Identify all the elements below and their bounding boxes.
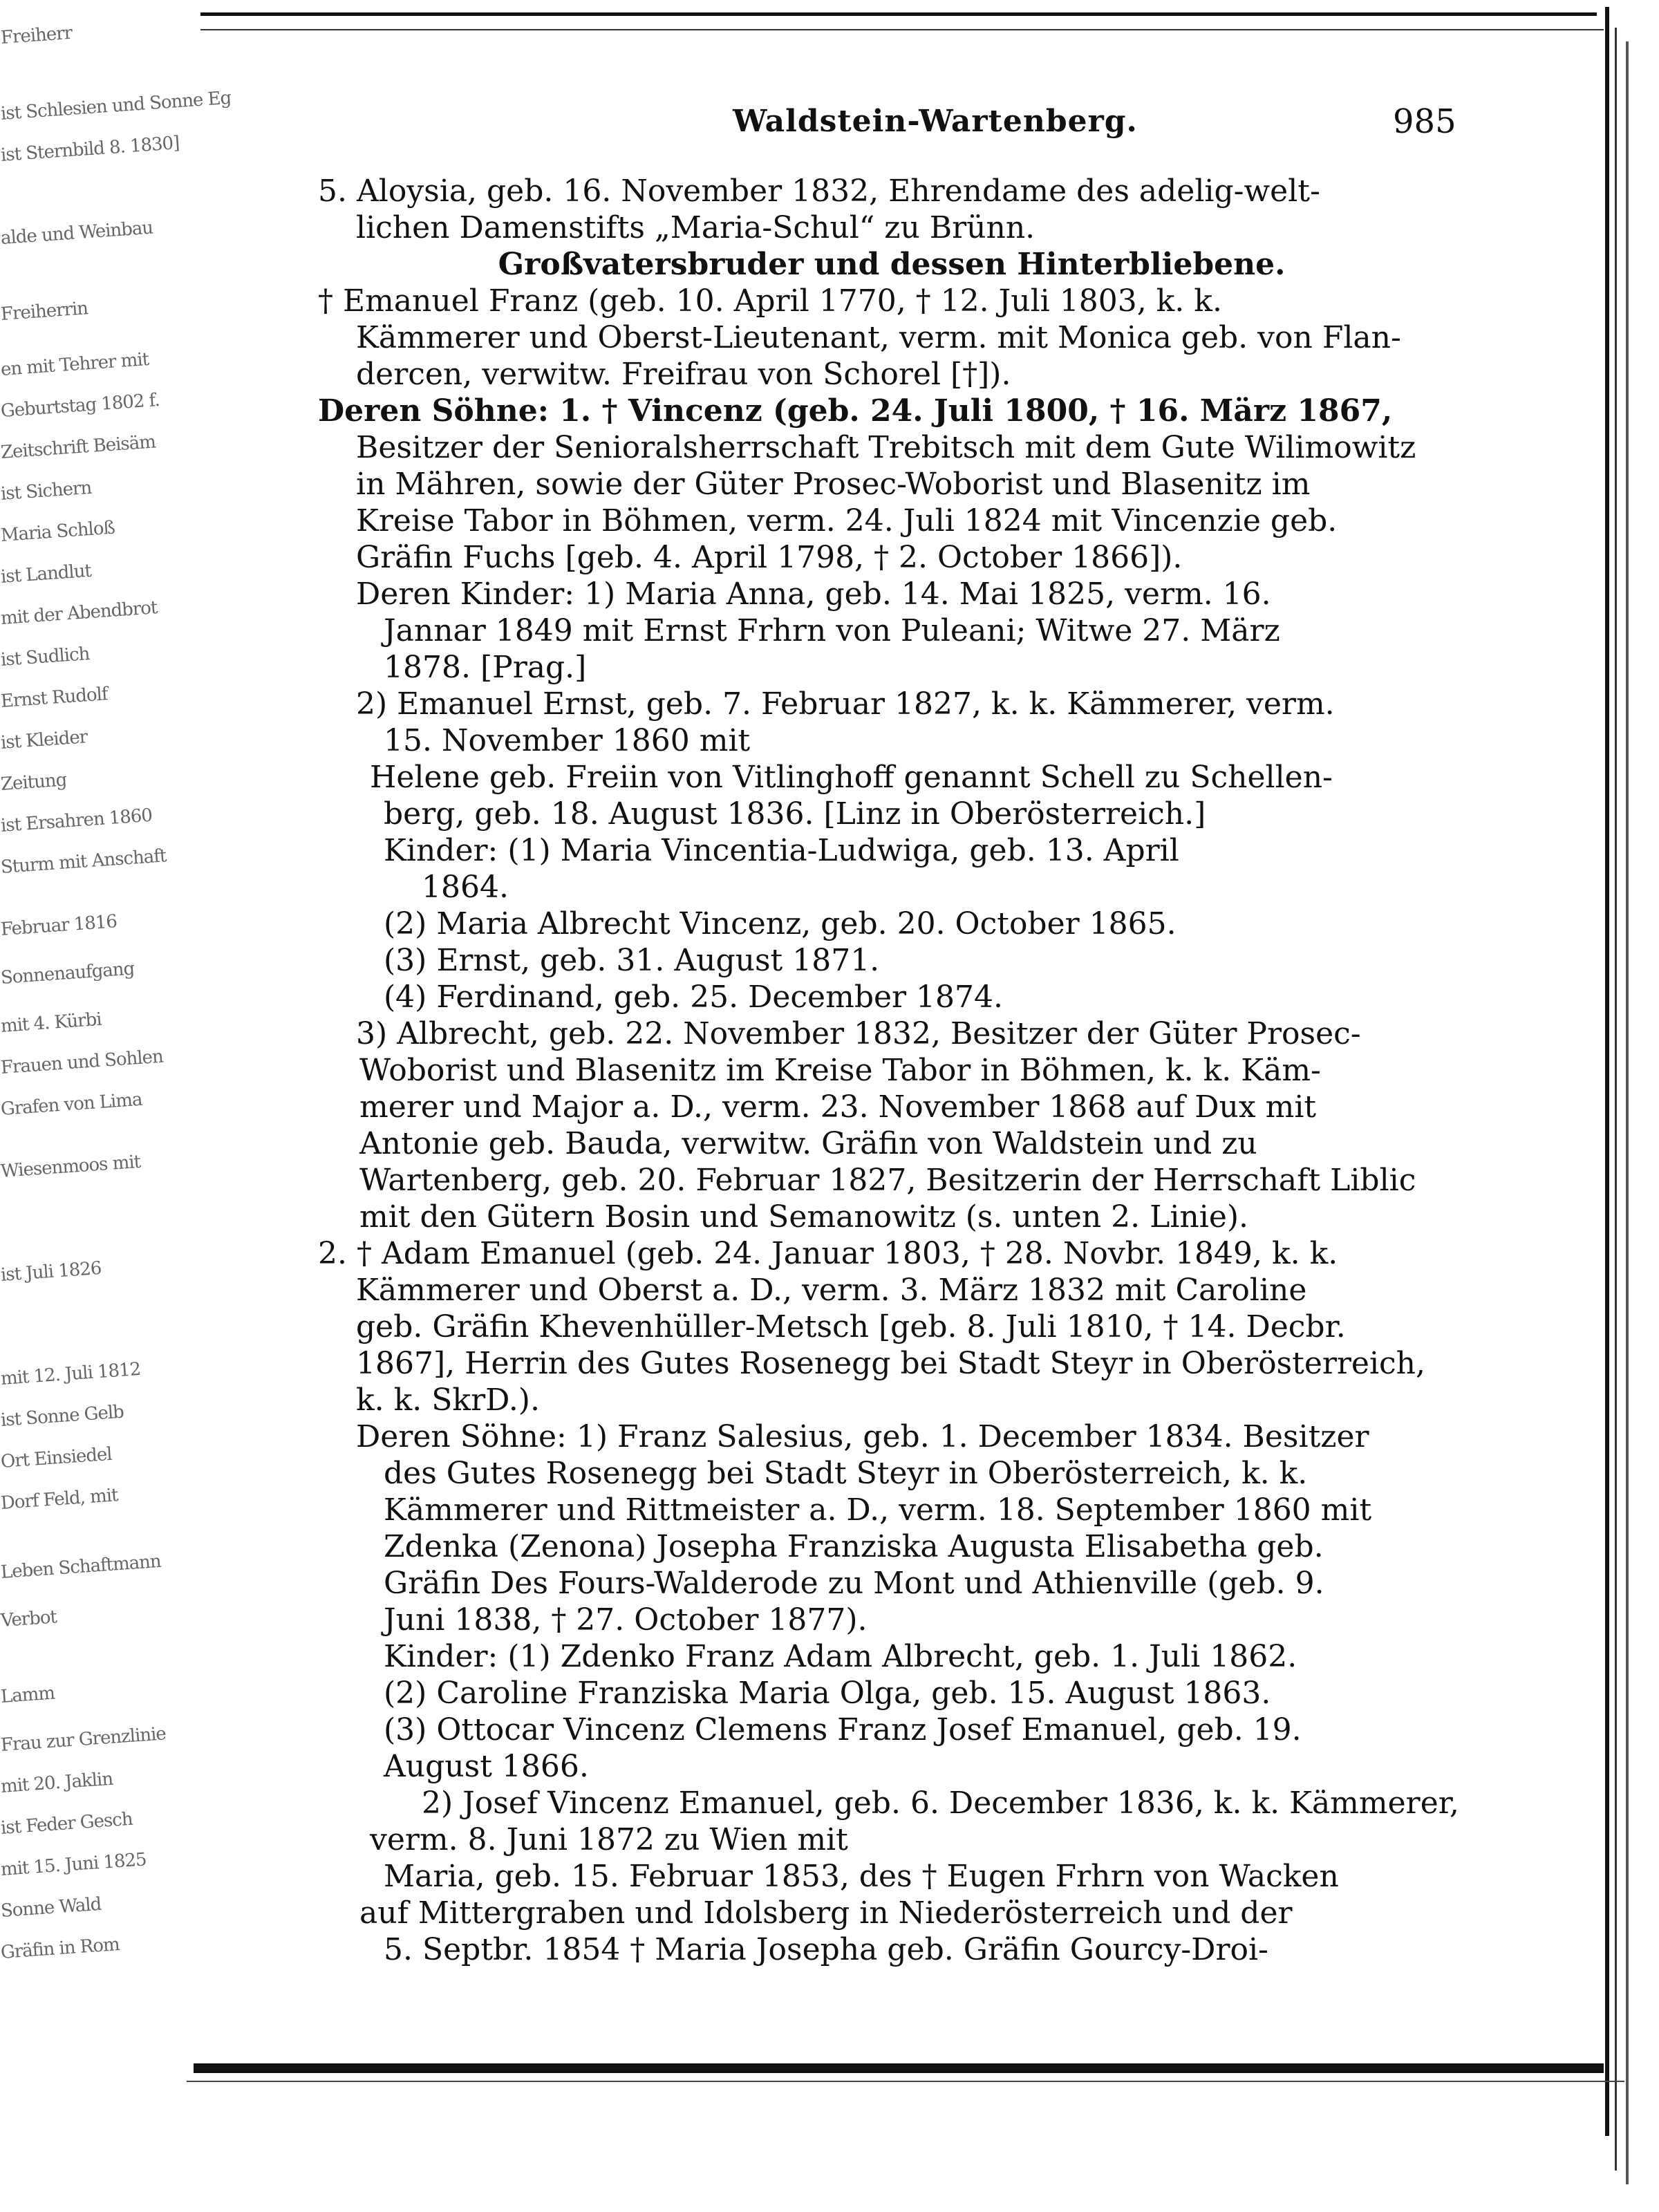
text-line: 2. † Adam Emanuel (geb. 24. Januar 1803, † 28. Novbr. 1849, k. k. [318,1236,1338,1271]
margin-line: mit 15. Juni 1825 [0,1849,147,1880]
text-line: August 1866. [384,1749,589,1784]
margin-line: ist Feder Gesch [0,1808,133,1839]
text-line: Kinder: (1) Zdenko Franz Adam Albrecht, geb. 1. Juli 1862. [384,1639,1297,1674]
text-line: Woborist und Blasenitz im Kreise Tabor in Böhmen, k. k. Käm- [359,1053,1321,1088]
margin-line: mit der Abendbrot [0,597,158,629]
text-line: Antonie geb. Bauda, verwitw. Gräfin von Waldstein und zu [359,1126,1257,1161]
margin-line: Frauen und Sohlen [0,1046,164,1078]
margin-line: Dorf Feld, mit [0,1485,119,1514]
bottom-rule-thin [187,2081,1624,2082]
text-line: Kreise Tabor in Böhmen, verm. 24. Juli 1824 mit Vincenzie geb. [356,503,1338,538]
text-line: 5. Aloysia, geb. 16. November 1832, Ehrendame des adelig-welt- [318,174,1320,209]
text-line: mit den Gütern Bosin und Semanowitz (s. unten 2. Linie). [359,1199,1249,1235]
margin-line: Maria Schloß [0,517,115,546]
margin-line: Wiesenmoos mit [0,1151,142,1182]
margin-line: ist Sonne Gelb [0,1401,124,1431]
text-line: 5. Septbr. 1854 † Maria Josepha geb. Gräfin Gourcy-Droi- [384,1932,1268,1967]
text-line [318,1968,1465,2005]
top-rule-thin [200,29,1604,30]
text-line: Kinder: (1) Maria Vincentia-Ludwiga, geb. 13. April [384,833,1179,868]
text-line: 2) Emanuel Ernst, geb. 7. Februar 1827, k. k. Kämmerer, verm. [356,686,1335,722]
margin-line: en mit Tehrer mit [0,349,150,380]
text-line: Besitzer der Senioralsherrschaft Trebitsch mit dem Gute Wilimowitz [356,430,1416,465]
top-rule [200,12,1597,16]
margin-line: Sonne Wald [0,1893,102,1922]
page-edge [1605,7,1609,2136]
page-edge-outer [1626,41,1629,2184]
margin-line: Februar 1816 [0,911,118,940]
margin-line: ist Sichern [0,477,93,505]
margin-line: ist Juli 1826 [0,1257,102,1286]
text-line: (3) Ottocar Vincenz Clemens Franz Josef Emanuel, geb. 19. [384,1712,1302,1747]
text-line: (4) Ferdinand, geb. 25. December 1874. [384,980,1004,1015]
page-edge-inner [1615,28,1617,2171]
margin-line: ist Landlut [0,560,92,588]
text-line: Kämmerer und Oberst-Lieutenant, verm. mit Monica geb. von Flan- [356,320,1401,355]
text-line: 3) Albrecht, geb. 22. November 1832, Besitzer der Güter Prosec- [356,1016,1361,1051]
margin-line: ist Kleider [0,727,88,753]
text-line: k. k. SkrD.). [356,1382,540,1418]
text-line: † Emanuel Franz (geb. 10. April 1770, † 12. Juli 1803, k. k. [318,283,1222,319]
margin-line: Ernst Rudolf [0,684,109,712]
margin-line: Gräfin in Rom [0,1934,120,1963]
margin-line: ist Sternbild 8. 1830] [0,132,180,166]
margin-bleed-column [0,22,232,2101]
text-line: Deren Söhne: 1. † Vincenz (geb. 24. Juli 1800, † 16. März 1867, [318,393,1393,429]
bottom-rule [194,2063,1604,2073]
text-line: auf Mittergraben und Idolsberg in Niederösterreich und der [359,1895,1293,1931]
page-number: 985 [1393,102,1456,141]
text-line: 15. November 1860 mit [384,723,751,758]
text-line: berg, geb. 18. August 1836. [Linz in Oberösterreich.] [384,796,1206,832]
margin-line: ist Sudlich [0,644,91,671]
text-line: Deren Kinder: 1) Maria Anna, geb. 14. Mai 1825, verm. 16. [356,577,1271,612]
margin-line: Sturm mit Anschaft [0,845,167,878]
margin-line: Ort Einsiedel [0,1443,113,1472]
margin-line: Grafen von Lima [0,1089,143,1120]
text-line: Helene geb. Freiin von Vitlinghoff genannt Schell zu Schellen- [370,760,1333,795]
margin-line: Lamm [0,1683,55,1707]
text-line: verm. 8. Juni 1872 zu Wien mit [370,1822,848,1857]
text-line: lichen Damenstifts „Maria-Schul“ zu Brünn. [356,210,1035,245]
text-line: Gräfin Fuchs [geb. 4. April 1798, † 2. October 1866]). [356,540,1183,575]
text-line: dercen, verwitw. Freifrau von Schorel [†]). [356,357,1011,392]
section-heading: Großvatersbruder und dessen Hinterbliebene. [498,247,1286,282]
text-line: Kämmerer und Rittmeister a. D., verm. 18. September 1860 mit [384,1492,1372,1528]
text-line: merer und Major a. D., verm. 23. November 1868 auf Dux mit [359,1089,1317,1125]
text-line: 2) Josef Vincenz Emanuel, geb. 6. December 1836, k. k. Kämmerer, [422,1785,1459,1821]
margin-line: Sonnenaufgang [0,958,135,988]
margin-line: alde und Weinbau [0,217,154,249]
text-line: (2) Maria Albrecht Vincenz, geb. 20. October 1865. [384,906,1177,941]
text-line: Kämmerer und Oberst a. D., verm. 3. März 1832 mit Caroline [356,1273,1307,1308]
margin-line: Zeitung [0,769,68,795]
text-line: Maria, geb. 15. Februar 1853, des † Eugen Frhrn von Wacken [384,1859,1339,1894]
text-line: 1878. [Prag.] [384,650,587,685]
text-line: des Gutes Rosenegg bei Stadt Steyr in Oberösterreich, k. k. [384,1456,1308,1491]
margin-line: Freiherrin [0,298,89,325]
margin-line: Freiherr [0,22,73,48]
margin-line: ist Schlesien und Sonne Eg [0,87,232,124]
margin-line: mit 12. Juli 1812 [0,1358,142,1389]
text-line: Juni 1838, † 27. October 1877). [384,1602,868,1638]
text-line: Jannar 1849 mit Ernst Frhrn von Puleani; Witwe 27. März [384,613,1280,648]
text-line: Wartenberg, geb. 20. Februar 1827, Besitzerin der Herrschaft Liblic [359,1163,1416,1198]
margin-line: Verbot [0,1606,57,1631]
text-line: Gräfin Des Fours-Walderode zu Mont und Athienville (geb. 9. [384,1566,1324,1601]
margin-line: ist Ersahren 1860 [0,805,153,836]
margin-line: mit 20. Jaklin [0,1768,114,1797]
margin-line: Leben Schaftmann [0,1550,162,1583]
text-line: Zdenka (Zenona) Josepha Franziska Augusta Elisabetha geb. [384,1529,1324,1564]
page-body [318,173,1465,2005]
margin-line: Frau zur Grenzlinie [0,1723,167,1756]
margin-line: Zeitschrift Beisäm [0,431,156,463]
text-line: (3) Ernst, geb. 31. August 1871. [384,943,880,978]
running-title: Waldstein-Wartenberg. [733,104,1138,139]
text-line: 1867], Herrin des Gutes Rosenegg bei Stadt Steyr in Oberösterreich, [356,1346,1426,1381]
text-line: Deren Söhne: 1) Franz Salesius, geb. 1. December 1834. Besitzer [356,1419,1369,1454]
text-line: in Mähren, sowie der Güter Prosec-Woborist und Blasenitz im [356,467,1311,502]
margin-line: Geburtstag 1802 f. [0,389,160,422]
text-line: 1864. [422,870,509,905]
margin-line: mit 4. Kürbi [0,1009,102,1037]
text-line: (2) Caroline Franziska Maria Olga, geb. 15. August 1863. [384,1676,1271,1711]
text-line: geb. Gräfin Khevenhüller-Metsch [geb. 8. Juli 1810, † 14. Decbr. [356,1309,1346,1344]
